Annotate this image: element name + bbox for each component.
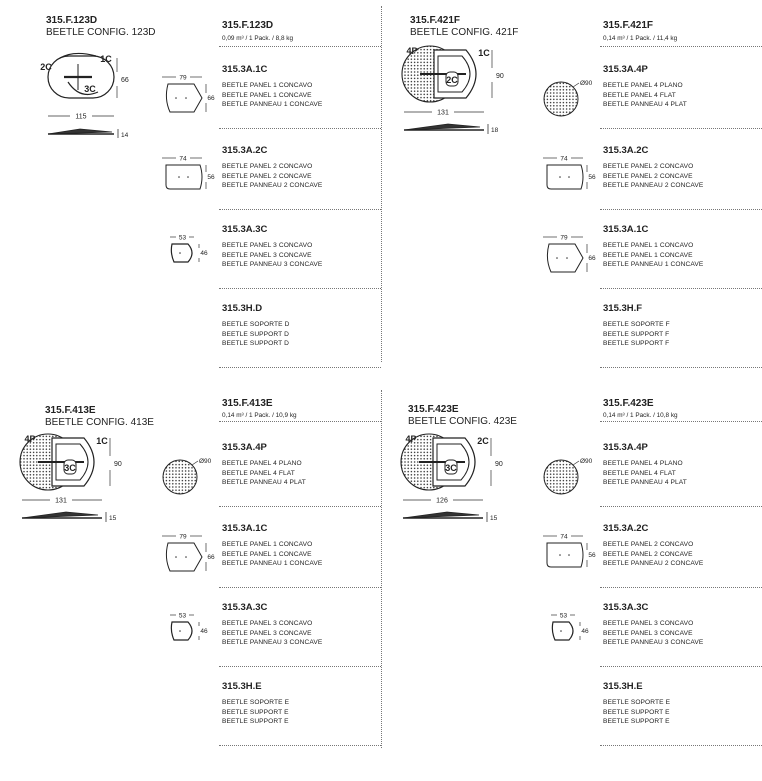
component-code: 315.3A.4P xyxy=(603,442,648,453)
thumb-height-label: 66 xyxy=(588,255,596,262)
component-description-line: BEETLE PANEL 3 CONCAVE xyxy=(222,251,312,259)
panel-thumbnail-drawing xyxy=(544,80,593,116)
row-divider xyxy=(219,745,381,746)
header-divider xyxy=(219,46,381,47)
panel-label-4p: 4P xyxy=(406,46,418,56)
component-description-line: BEETLE PANEL 1 CONCAVE xyxy=(603,251,693,259)
component-description-line: BEETLE PANNEAU 3 CONCAVE xyxy=(222,639,323,646)
thumb-width-label: 79 xyxy=(179,533,187,541)
component-description-line: BEETLE PANEL 4 FLAT xyxy=(603,91,676,99)
configuration-code: 315.F.421F xyxy=(410,15,461,26)
thumb-width-label: 79 xyxy=(560,234,568,242)
row-divider xyxy=(600,666,762,667)
component-code: 315.3A.3C xyxy=(222,224,268,235)
configuration-name: BEETLE CONFIG. 423E xyxy=(408,416,517,427)
component-description-line: BEETLE PANNEAU 4 PLAT xyxy=(222,479,306,486)
component-code: 315.3A.4P xyxy=(222,442,267,453)
configuration-name: BEETLE CONFIG. 123D xyxy=(46,27,156,38)
thickness-dimension: 15 xyxy=(109,515,117,522)
header-product-code: 315.F.423E xyxy=(603,398,654,409)
component-description-line: BEETLE SUPPORT D xyxy=(222,340,289,347)
thickness-dimension: 14 xyxy=(121,132,129,139)
panel-thumbnail-drawing xyxy=(162,156,215,190)
component-code: 315.3H.E xyxy=(603,681,643,692)
configuration-plan-drawing xyxy=(402,46,504,134)
component-description-line: BEETLE PANEL 3 CONCAVO xyxy=(603,620,694,627)
component-description-line: BEETLE PANEL 4 FLAT xyxy=(603,469,676,477)
depth-dimension: 90 xyxy=(495,461,503,468)
component-code: 315.3A.1C xyxy=(222,523,268,534)
component-description-line: BEETLE PANEL 1 CONCAVE xyxy=(222,91,312,99)
configuration-block xyxy=(381,390,762,780)
panel-thumbnail-drawing xyxy=(170,613,208,641)
row-divider xyxy=(600,367,762,368)
component-description-line: BEETLE PANEL 3 CONCAVE xyxy=(603,629,693,637)
component-description-line: BEETLE SUPPORT F xyxy=(603,340,670,347)
component-code: 315.3H.D xyxy=(222,303,263,314)
header-divider xyxy=(600,421,762,422)
header-product-code: 315.F.123D xyxy=(222,20,274,31)
component-description-line: BEETLE PANEL 2 CONCAVO xyxy=(222,163,313,170)
panel-thumbnail-drawing xyxy=(551,613,589,641)
thumb-width-label: 53 xyxy=(559,612,568,620)
panel-label-4p: 4P xyxy=(24,434,36,444)
thumb-height-label: 46 xyxy=(200,628,208,635)
panel-label-3c: 3C xyxy=(445,463,457,473)
panel-label-2c: 2C xyxy=(40,62,52,72)
component-description-line: BEETLE PANNEAU 2 CONCAVE xyxy=(603,182,704,189)
header-pack-info: 0,14 m³ / 1 Pack. / 10,8 kg xyxy=(603,412,678,419)
component-description-line: BEETLE PANEL 2 CONCAVE xyxy=(603,172,693,180)
row-divider xyxy=(219,209,381,210)
row-divider xyxy=(219,367,381,368)
component-description-line: BEETLE SUPPORT D xyxy=(222,330,289,338)
component-thumbnail xyxy=(152,150,222,202)
panel-thumbnail-drawing xyxy=(163,458,212,494)
component-description-line: BEETLE SUPPORT E xyxy=(222,718,289,725)
component-code: 315.3A.3C xyxy=(603,602,649,613)
component-description-line: BEETLE SOPORTE F xyxy=(603,321,670,328)
panel-thumbnail-drawing xyxy=(544,458,593,494)
component-description-line: BEETLE PANEL 2 CONCAVE xyxy=(222,172,312,180)
configuration-plan-drawing xyxy=(40,53,129,139)
panel-thumbnail-drawing xyxy=(543,156,596,190)
component-thumbnail xyxy=(533,607,603,659)
component-description-line: BEETLE PANEL 2 CONCAVE xyxy=(603,550,693,558)
depth-dimension: 66 xyxy=(121,77,129,84)
component-description-line: BEETLE PANEL 3 CONCAVE xyxy=(222,629,312,637)
thumb-height-label: 56 xyxy=(588,174,596,181)
thumb-width-label: 74 xyxy=(560,533,568,541)
component-thumbnail xyxy=(152,229,222,281)
depth-dimension: 90 xyxy=(496,73,504,80)
header-pack-info: 0,14 m³ / 1 Pack. / 11,4 kg xyxy=(603,35,678,42)
component-description-line: BEETLE PANNEAU 3 CONCAVE xyxy=(222,261,323,268)
component-code: 315.3A.1C xyxy=(222,64,268,75)
header-pack-info: 0,14 m³ / 1 Pack. / 10,9 kg xyxy=(222,412,297,419)
thumb-height-label: 46 xyxy=(581,628,589,635)
component-description-line: BEETLE PANEL 2 CONCAVO xyxy=(603,163,694,170)
component-thumbnail xyxy=(152,69,222,121)
width-dimension: 131 xyxy=(55,497,67,505)
component-description-line: BEETLE PANEL 4 PLANO xyxy=(603,460,683,467)
panel-thumbnail-drawing xyxy=(543,235,596,273)
component-description-line: BEETLE SOPORTE D xyxy=(222,321,290,328)
component-description-line: BEETLE PANNEAU 1 CONCAVE xyxy=(222,101,323,108)
thumb-diameter-label: Ø90 xyxy=(580,458,593,465)
configuration-drawing xyxy=(381,0,551,160)
component-thumbnail xyxy=(533,69,603,121)
component-description-line: BEETLE PANNEAU 4 PLAT xyxy=(603,479,687,486)
thickness-dimension: 15 xyxy=(490,515,498,522)
thumb-height-label: 66 xyxy=(207,95,215,102)
thickness-dimension: 18 xyxy=(491,127,499,134)
panel-thumbnail-drawing xyxy=(543,534,596,568)
panel-label-3c: 3C xyxy=(84,84,96,94)
component-description-line: BEETLE SUPPORT E xyxy=(222,708,289,716)
component-description-line: BEETLE PANNEAU 1 CONCAVE xyxy=(222,560,323,567)
depth-dimension: 90 xyxy=(114,461,122,468)
component-code: 315.3A.3C xyxy=(222,602,268,613)
panel-label-3c: 2C xyxy=(446,75,458,85)
row-divider xyxy=(219,288,381,289)
component-description-line: BEETLE PANEL 1 CONCAVO xyxy=(222,541,313,548)
component-description-line: BEETLE SUPPORT E xyxy=(603,718,670,725)
configuration-drawing xyxy=(381,390,551,550)
component-description-line: BEETLE PANNEAU 4 PLAT xyxy=(603,101,687,108)
component-thumbnail xyxy=(152,607,222,659)
component-description-line: BEETLE PANEL 3 CONCAVO xyxy=(222,242,313,249)
thumb-width-label: 53 xyxy=(178,234,187,242)
component-code: 315.3A.1C xyxy=(603,224,649,235)
configuration-code: 315.F.413E xyxy=(45,405,96,416)
panel-label-1c: 2C xyxy=(477,436,489,446)
header-divider xyxy=(219,421,381,422)
component-description-line: BEETLE PANNEAU 2 CONCAVE xyxy=(222,182,323,189)
row-divider xyxy=(219,506,381,507)
configuration-code: 315.F.423E xyxy=(408,404,459,415)
component-code: 315.3A.2C xyxy=(222,145,268,156)
width-dimension: 115 xyxy=(75,113,87,121)
thumb-width-label: 74 xyxy=(560,155,568,163)
thumb-height-label: 46 xyxy=(200,250,208,257)
configuration-drawing xyxy=(0,390,170,550)
header-product-code: 315.F.413E xyxy=(222,398,273,409)
panel-thumbnail-drawing xyxy=(170,235,208,263)
component-thumbnail xyxy=(533,229,603,281)
component-description-line: BEETLE SUPPORT E xyxy=(603,708,670,716)
configuration-block xyxy=(0,390,381,780)
component-description-line: BEETLE PANEL 3 CONCAVO xyxy=(222,620,313,627)
panel-label-4p: 4P xyxy=(405,434,417,444)
component-description-line: BEETLE PANNEAU 1 CONCAVE xyxy=(603,261,704,268)
component-thumbnail xyxy=(533,447,603,499)
panel-thumbnail-drawing xyxy=(162,534,215,572)
component-code: 315.3A.4P xyxy=(603,64,648,75)
header-pack-info: 0,09 m³ / 1 Pack. / 8,8 kg xyxy=(222,35,294,42)
component-code: 315.3H.F xyxy=(603,303,643,314)
thumb-height-label: 66 xyxy=(207,554,215,561)
row-divider xyxy=(219,666,381,667)
row-divider xyxy=(600,506,762,507)
component-description-line: BEETLE SOPORTE E xyxy=(603,699,671,706)
row-divider xyxy=(600,209,762,210)
component-code: 315.3A.2C xyxy=(603,145,649,156)
configuration-code: 315.F.123D xyxy=(46,15,98,26)
thumb-height-label: 56 xyxy=(588,552,596,559)
component-thumbnail xyxy=(152,528,222,580)
row-divider xyxy=(600,288,762,289)
thumb-width-label: 74 xyxy=(179,155,187,163)
component-description-line: BEETLE PANEL 2 CONCAVO xyxy=(603,541,694,548)
thumb-diameter-label: Ø90 xyxy=(580,80,593,87)
configuration-name: BEETLE CONFIG. 413E xyxy=(45,417,154,428)
configuration-block xyxy=(0,0,381,390)
header-product-code: 315.F.421F xyxy=(603,20,654,31)
configuration-drawing xyxy=(0,0,170,160)
panel-label-1c: 1C xyxy=(96,436,108,446)
thumb-diameter-label: Ø90 xyxy=(199,458,212,465)
thumb-height-label: 56 xyxy=(207,174,215,181)
component-code: 315.3H.E xyxy=(222,681,262,692)
row-divider xyxy=(600,128,762,129)
component-description-line: BEETLE SOPORTE E xyxy=(222,699,290,706)
configuration-name: BEETLE CONFIG. 421F xyxy=(410,27,519,38)
component-description-line: BEETLE PANEL 4 PLANO xyxy=(603,82,683,89)
component-thumbnail xyxy=(533,150,603,202)
row-divider xyxy=(219,128,381,129)
panel-thumbnail-drawing xyxy=(162,75,215,113)
header-divider xyxy=(600,46,762,47)
panel-label-1c: 1C xyxy=(478,48,490,58)
row-divider xyxy=(600,587,762,588)
component-description-line: BEETLE PANEL 1 CONCAVO xyxy=(603,242,694,249)
configuration-block xyxy=(381,0,762,390)
component-code: 315.3A.2C xyxy=(603,523,649,534)
component-description-line: BEETLE PANEL 4 PLANO xyxy=(222,460,302,467)
component-description-line: BEETLE PANEL 1 CONCAVO xyxy=(222,82,313,89)
component-thumbnail xyxy=(533,528,603,580)
component-description-line: BEETLE SUPPORT F xyxy=(603,330,670,338)
component-description-line: BEETLE PANNEAU 3 CONCAVE xyxy=(603,639,704,646)
thumb-width-label: 79 xyxy=(179,74,187,82)
component-thumbnail xyxy=(152,447,222,499)
configuration-plan-drawing xyxy=(20,434,122,522)
configuration-plan-drawing xyxy=(401,434,503,522)
row-divider xyxy=(600,745,762,746)
thumb-width-label: 53 xyxy=(178,612,187,620)
component-description-line: BEETLE PANEL 1 CONCAVE xyxy=(222,550,312,558)
panel-label-1c: 1C xyxy=(100,54,112,64)
component-description-line: BEETLE PANNEAU 2 CONCAVE xyxy=(603,560,704,567)
row-divider xyxy=(219,587,381,588)
component-description-line: BEETLE PANEL 4 FLAT xyxy=(222,469,295,477)
width-dimension: 126 xyxy=(436,497,448,505)
width-dimension: 131 xyxy=(437,109,449,117)
panel-label-3c: 3C xyxy=(64,463,76,473)
